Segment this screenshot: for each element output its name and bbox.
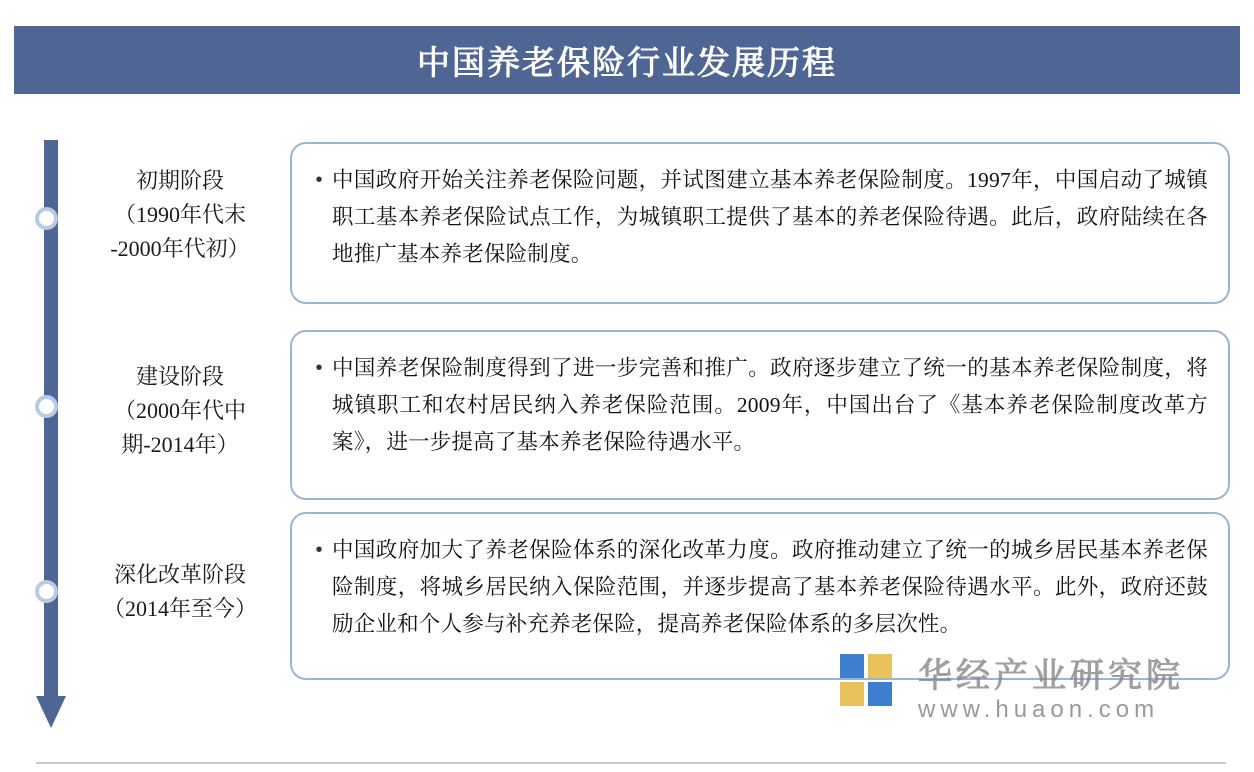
stage-label — [80, 330, 280, 462]
timeline-arrow-icon — [36, 696, 66, 728]
timeline-axis — [36, 140, 66, 750]
page-title: 中国养老保险行业发展历程 — [417, 45, 837, 82]
stage-label-line: 深化改革阶段 — [113, 562, 246, 587]
logo-block-2 — [868, 654, 892, 678]
bullet-icon: • — [315, 539, 323, 561]
stage-label-line: （1990年代末 — [113, 202, 246, 227]
timeline-node-0 — [35, 207, 58, 230]
stage-label — [80, 142, 280, 266]
stage-label-line: （2014年至今） — [102, 596, 257, 621]
logo-block-3 — [840, 682, 864, 706]
watermark-brand-name: 华经产业研究院 — [918, 658, 1184, 695]
stage-label — [80, 512, 280, 626]
stage-label-line: （2000年代中 — [113, 398, 246, 423]
logo-block-4 — [868, 682, 892, 706]
timeline-node-1 — [35, 395, 58, 418]
timeline-stage — [80, 142, 1230, 304]
stage-label-line: 建设阶段 — [135, 364, 224, 389]
watermark — [840, 648, 1240, 738]
stage-description-text: 中国政府开始关注养老保险问题，并试图建立基本养老保险制度。1997年，中国启动了城镇职工基本养老保险试点工作，为城镇职工提供了基本的养老保险待遇。此后，政府陆续在各地推广基本养老保险制度。 — [332, 168, 1208, 266]
bullet-icon: • — [315, 357, 323, 379]
logo-icon — [840, 654, 906, 706]
footer-divider — [36, 762, 1226, 764]
stage-label-line: -2000年代初） — [110, 236, 250, 261]
bullet-icon: • — [315, 169, 323, 191]
stage-description-card — [290, 330, 1230, 500]
stage-label-line: 期-2014年） — [121, 432, 239, 457]
page-title-banner — [14, 26, 1240, 94]
stage-description-card — [290, 142, 1230, 304]
watermark-url: www.huaon.com — [918, 696, 1160, 723]
stage-description-text: 中国政府加大了养老保险体系的深化改革力度。政府推动建立了统一的城乡居民基本养老保险制度，将城乡居民纳入保险范围，并逐步提高了基本养老保险待遇水平。此外，政府还鼓励企业和个人参与补充养老保险，提高养老保险体系的多层次性。 — [332, 538, 1208, 636]
stage-description-text: 中国养老保险制度得到了进一步完善和推广。政府逐步建立了统一的基本养老保险制度，将城镇职工和农村居民纳入养老保险范围。2009年，中国出台了《基本养老保险制度改革方案》，进一步提高了基本养老保险待遇水平。 — [332, 356, 1208, 454]
logo-block-1 — [840, 654, 864, 678]
stage-label-line: 初期阶段 — [135, 168, 224, 193]
timeline-stage — [80, 330, 1230, 500]
timeline-node-2 — [35, 580, 58, 603]
